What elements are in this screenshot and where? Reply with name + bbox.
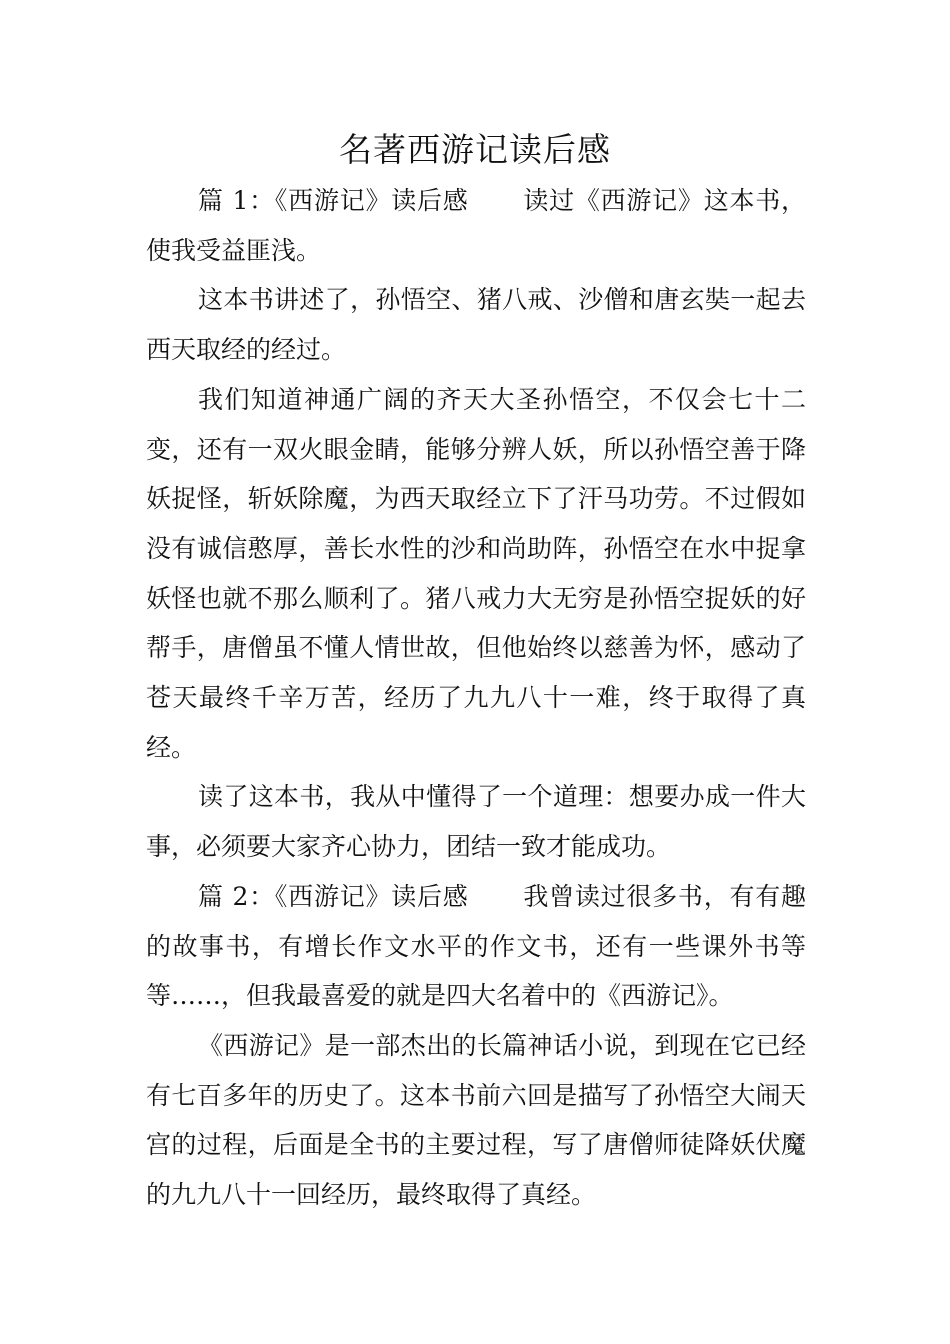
- paragraph-1-text: 读过《西游记》这本书，使我受益匪浅。: [146, 186, 806, 265]
- document-body: [146, 176, 806, 1220]
- section-heading-1: 篇 1：《西游记》读后感: [198, 186, 469, 215]
- paragraph-5-text: 我曾读过很多书，有有趣的故事书，有增长作文水平的作文书，还有一些课外书等等……，但我最喜爱的就是四大名着中的《西游记》。: [146, 881, 806, 1011]
- paragraph-5: [146, 872, 806, 1021]
- section-heading-2: 篇 2：《西游记》读后感: [198, 881, 469, 911]
- paragraph-6: 《西游记》是一部杰出的长篇神话小说，到现在它已经有七百多年的历史了。这本书前六回是描写了孙悟空大闹天宫的过程，后面是全书的主要过程，写了唐僧师徒降妖伏魔的九九八十一回经历，最终取得了真经。: [146, 1030, 806, 1210]
- document-title: 名著西游记读后感: [339, 130, 611, 169]
- paragraph-3: 我们知道神通广阔的齐天大圣孙悟空，不仅会七十二变，还有一双火眼金睛，能够分辨人妖，所以孙悟空善于降妖捉怪，斩妖除魔，为西天取经立下了汗马功劳。不过假如没有诚信憨厚，善长水性的沙和尚助阵，孙悟空在水中捉拿妖怪也就不那么顺利了。猪八戒力大无穷是孙悟空捉妖的好帮手，唐僧虽不懂人情世故，但他始终以慈善为怀，感动了苍天最终千辛万苦，经历了九九八十一难，终于取得了真经。: [146, 384, 806, 762]
- paragraph-1: [146, 176, 806, 275]
- paragraph-4: 读了这本书，我从中懂得了一个道理：想要办成一件大事，必须要大家齐心协力，团结一致才能成功。: [146, 782, 806, 862]
- paragraph-2: 这本书讲述了，孙悟空、猪八戒、沙僧和唐玄奘一起去西天取经的经过。: [146, 285, 806, 365]
